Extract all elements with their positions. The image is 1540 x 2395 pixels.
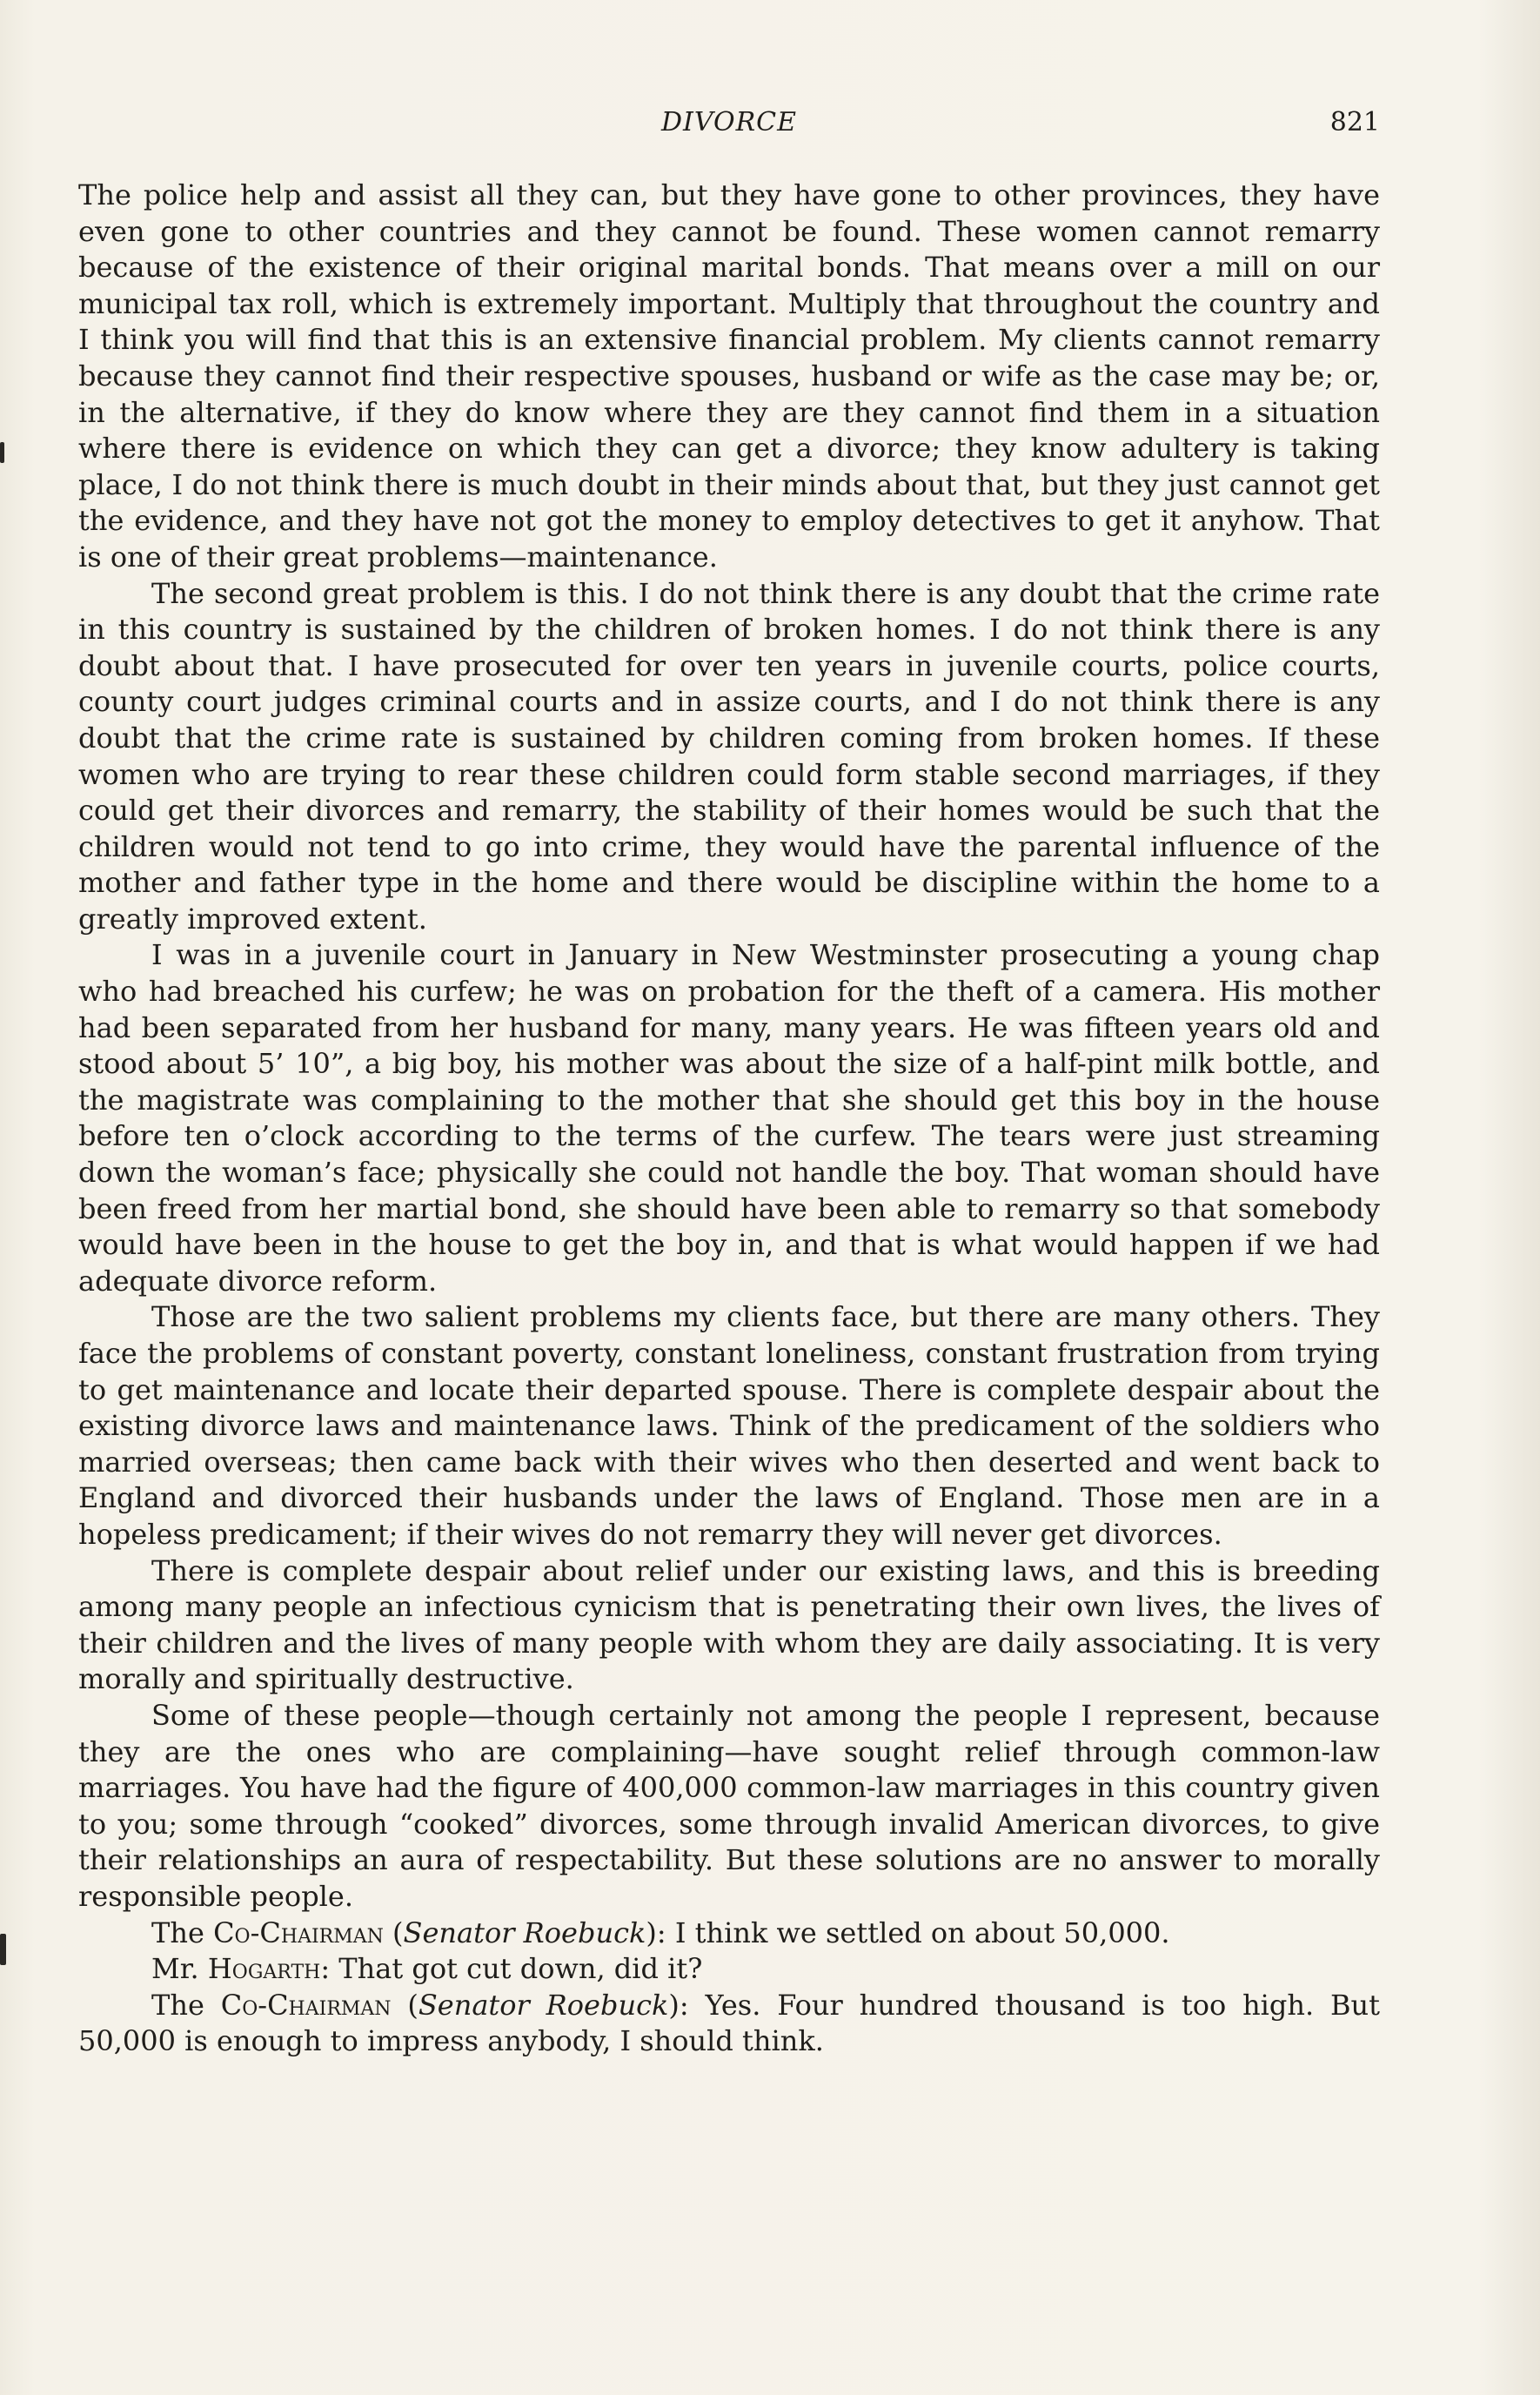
- dialogue-text: Yes. Four hundred thousand is too high. But 50,000 is enough to impress anybody, I should think.: [78, 1988, 1381, 2058]
- dialogue-text: I think we settled on about 50,000.: [666, 1915, 1170, 1949]
- speaker-paren-open: (: [383, 1915, 404, 1949]
- dialogue-line: [78, 1988, 1380, 2060]
- speaker-paren-close: ):: [668, 1988, 689, 2022]
- speaker-prefix: The: [151, 1915, 214, 1949]
- body-text: [78, 178, 1380, 2060]
- speaker-note: Senator Roebuck: [418, 1988, 669, 2022]
- paragraph: I was in a juvenile court in January in New Westminster prosecuting a young chap who had breached his curfew; he was on probation for the theft of a camera. His mother had been separated from her husband for many, many years. He was fifteen years old and stood about 5’ 10”, a big boy, his mother was about the size of a half-pint milk bottle, and the magistrate was complaining to the mother that she should get this boy in the house before ten o’clock according to the terms of the curfew. The tears were just streaming down the woman’s face; physically she could not handle the boy. That woman should have been freed from her martial bond, she should have been able to remarry so that somebody would have been in the house to get the boy in, and that is what would happen if we had adequate divorce reform.: [78, 938, 1380, 1298]
- page-number: 821: [1329, 107, 1380, 138]
- dialogue-text: That got cut down, did it?: [330, 1952, 703, 1986]
- running-title: DIVORCE: [660, 107, 798, 138]
- paragraph: The second great problem is this. I do not think there is any doubt that the crime rate in this country is sustained by the children of broken homes. I do not think there is any doubt about that. I have prosecuted for over ten years in juvenile courts, police courts, county court judges criminal courts and in assize courts, and I do not think there is any doubt that the crime rate is sustained by children coming from broken homes. If these women who are trying to rear these children could form stable second marriages, if they could get their divorces and remarry, the stability of their homes would be such that the children would not tend to go into crime, they would have the parental influence of the mother and father type in the home and there would be discipline within the home to a greatly improved extent.: [78, 576, 1380, 936]
- paragraph: The police help and assist all they can, but they have gone to other provinces, they have even gone to other countries and they cannot be found. These women cannot remarry because of the existence of their original marital bonds. That means over a mill on our municipal tax roll, which is extremely important. Multiply that throughout the country and I think you will find that this is an extensive financial problem. My clients cannot remarry because they cannot find their respective spouses, husband or wife as the case may be; or, in the alternative, if they do know where they are they cannot find them in a situation where there is evidence on which they can get a divorce; they know adultery is taking place, I do not think there is much doubt in their minds about that, but they just cannot get the evidence, and they have not got the money to employ detectives to get it anyhow. That is one of their great problems—maintenance.: [78, 178, 1380, 574]
- speaker-note: Senator Roebuck: [403, 1915, 646, 1949]
- speaker-paren-close: :: [320, 1952, 331, 1986]
- speaker-paren-close: ):: [646, 1915, 666, 1949]
- speaker-name: Hogarth: [207, 1952, 321, 1986]
- dialogue-line: [78, 1951, 1380, 1988]
- speaker-name: Co-Chairman: [213, 1915, 384, 1949]
- scan-edge-mark: [0, 1934, 6, 1965]
- scan-edge-mark: [0, 442, 4, 463]
- speaker-name: Co-Chairman: [220, 1988, 392, 2022]
- paragraph: Those are the two salient problems my clients face, but there are many others. They face the problems of constant poverty, constant loneliness, constant frustration from trying to get maintenance and locate their departed spouse. There is complete despair about the existing divorce laws and maintenance laws. Think of the predicament of the soldiers who married overseas; then came back with their wives who then deserted and went back to England and divorced their husbands under the laws of England. Those men are in a hopeless predicament; if their wives do not remarry they will never get divorces.: [78, 1300, 1380, 1551]
- speaker-paren-open: (: [391, 1988, 418, 2022]
- dialogue-line: [78, 1915, 1380, 1952]
- speaker-prefix: The: [151, 1988, 221, 2022]
- paragraph: Some of these people—though certainly not among the people I represent, because they are the ones who are complaining—have sought relief through common-law marriages. You have had the figure of 400,000 common-law marriages in this country given to you; some through “cooked” divorces, some through invalid American divorces, to give their relationships an aura of respectability. But these solutions are no answer to morally responsible people.: [78, 1698, 1380, 1913]
- speaker-prefix: Mr.: [151, 1952, 208, 1986]
- paragraph: There is complete despair about relief under our existing laws, and this is breeding among many people an infectious cynicism that is penetrating their own lives, the lives of their children and the lives of many people with whom they are daily associating. It is very morally and spiritually destructive.: [78, 1553, 1380, 1696]
- page-header: [78, 103, 1380, 143]
